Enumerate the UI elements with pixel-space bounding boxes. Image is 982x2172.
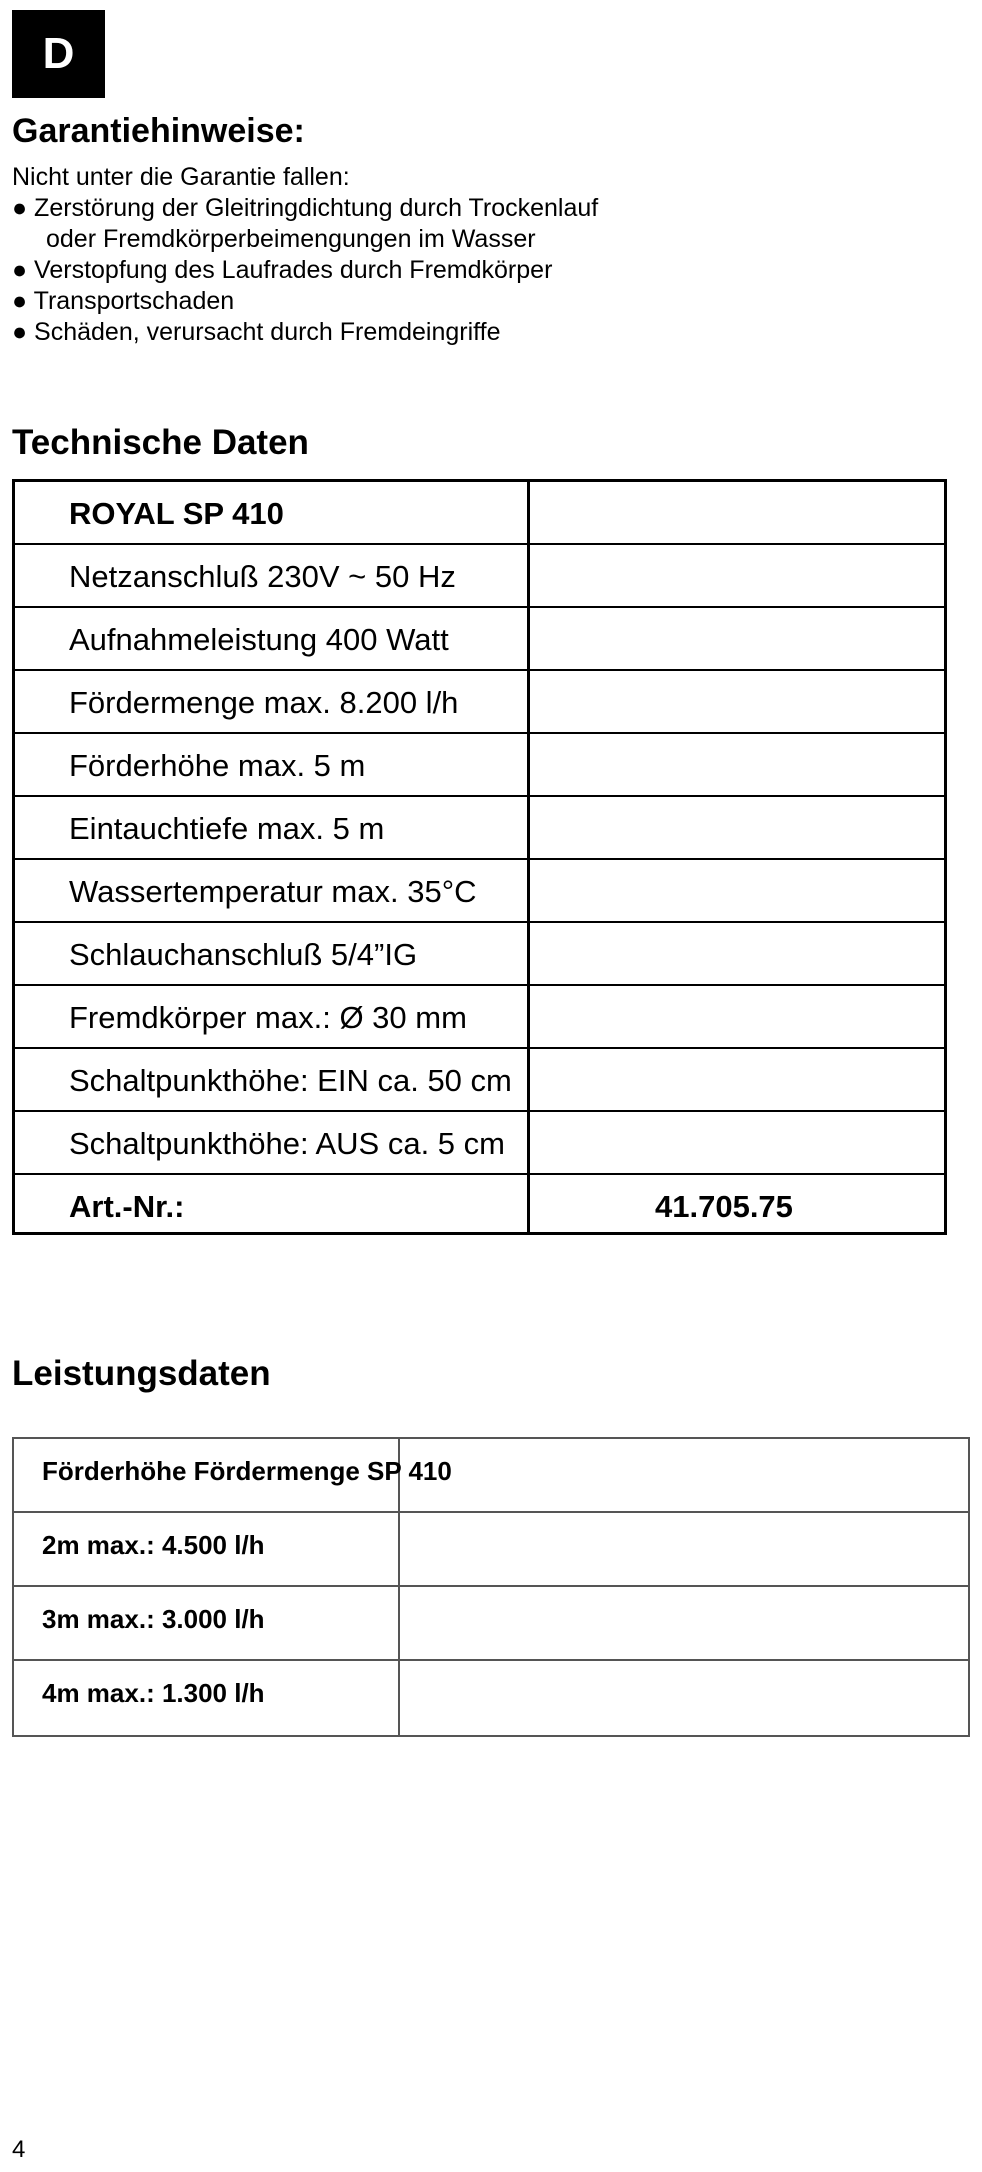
table-row bbox=[15, 734, 944, 797]
performance-header: Förderhöhe Fördermenge SP 410 bbox=[42, 1456, 452, 1486]
table-row bbox=[14, 1439, 970, 1513]
article-number-value: 41.705.75 bbox=[655, 1189, 793, 1224]
table-row bbox=[14, 1661, 970, 1735]
row-label: 3m max.: 3.000 l/h bbox=[42, 1604, 265, 1634]
table-row bbox=[15, 860, 944, 923]
table-row bbox=[14, 1513, 970, 1587]
guarantee-item: ● Schäden, verursacht durch Fremdeingriffe bbox=[12, 318, 501, 346]
table-row bbox=[15, 923, 944, 986]
row-label: Schaltpunkthöhe: EIN ca. 50 cm bbox=[69, 1063, 512, 1098]
row-label: Fördermenge max. 8.200 l/h bbox=[69, 685, 459, 720]
guarantee-item: ● Transportschaden bbox=[12, 287, 235, 315]
table-row bbox=[15, 1112, 944, 1175]
table-row bbox=[14, 1587, 970, 1661]
row-label: Schaltpunkthöhe: AUS ca. 5 cm bbox=[69, 1126, 505, 1161]
row-label: Netzanschluß 230V ~ 50 Hz bbox=[69, 559, 456, 594]
page-number: 4 bbox=[12, 2136, 26, 2163]
tech-data-heading: Technische Daten bbox=[12, 423, 309, 462]
article-number-label: Art.-Nr.: bbox=[69, 1189, 185, 1224]
row-label: Fremdkörper max.: Ø 30 mm bbox=[69, 1000, 467, 1035]
table-row bbox=[15, 986, 944, 1049]
performance-table bbox=[12, 1437, 970, 1737]
performance-heading: Leistungsdaten bbox=[12, 1354, 271, 1393]
table-row bbox=[15, 797, 944, 860]
language-badge: D bbox=[12, 10, 105, 98]
row-label: Schlauchanschluß 5/4”IG bbox=[69, 937, 418, 972]
guarantee-item: ● Verstopfung des Laufrades durch Fremdkörper bbox=[12, 256, 553, 284]
tech-data-table bbox=[12, 479, 947, 1235]
guarantee-item-continuation: oder Fremdkörperbeimengungen im Wasser bbox=[46, 225, 536, 253]
row-label: Eintauchtiefe max. 5 m bbox=[69, 811, 385, 846]
guarantee-heading: Garantiehinweise: bbox=[12, 112, 305, 150]
row-label: 4m max.: 1.300 l/h bbox=[42, 1678, 265, 1708]
guarantee-item: ● Zerstörung der Gleitringdichtung durch Trockenlauf bbox=[12, 194, 599, 222]
table-row bbox=[15, 608, 944, 671]
row-label: 2m max.: 4.500 l/h bbox=[42, 1530, 265, 1560]
table-row bbox=[15, 671, 944, 734]
row-label: Förderhöhe max. 5 m bbox=[69, 748, 366, 783]
row-label: Aufnahmeleistung 400 Watt bbox=[69, 622, 449, 657]
table-row bbox=[15, 545, 944, 608]
guarantee-list bbox=[12, 162, 598, 348]
row-label: Wassertemperatur max. 35°C bbox=[69, 874, 477, 909]
table-row bbox=[15, 1175, 944, 1238]
table-row bbox=[15, 482, 944, 545]
table-row bbox=[15, 1049, 944, 1112]
guarantee-intro: Nicht unter die Garantie fallen: bbox=[12, 163, 350, 191]
model-name: ROYAL SP 410 bbox=[69, 496, 284, 531]
